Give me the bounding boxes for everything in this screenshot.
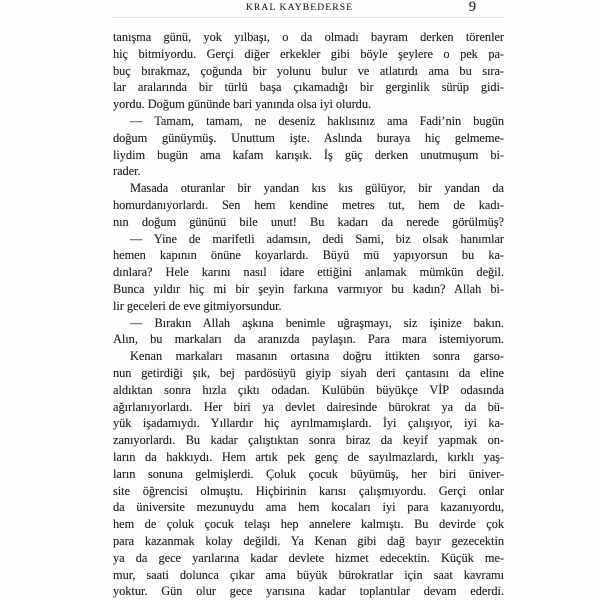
- text-line: Bunca yıldır hiç mi bir şeyin farkına varmıyor bu kadın? Allah bi-: [113, 281, 504, 296]
- text-line: liydim bugün ama kafam karışık. İş güç derken unutmuşum bi-: [113, 147, 504, 162]
- text-line: Alın, bu markaları da aranızda paylaşın. Para mara istemiyorum.: [113, 332, 504, 347]
- text-line: homurdanıyorlardı. Sen hem kendine metres tut, hem de kadı-: [113, 197, 504, 212]
- text-line: zanıyorlardı. Bu kadar çalıştıktan sonra biraz da keyif yapmak on-: [113, 433, 504, 448]
- text-line: — Bırakın Allah aşkına benimle uğraşmayı, siz işinize bakın.: [130, 315, 504, 330]
- text-line: yoktur. Gün olur gece yarısına kadar toplantılar devam ederdi.: [113, 584, 504, 599]
- page-body: [113, 29, 504, 600]
- text-line: — Tamam, tamam, ne deseniz haklısınız ama Fadi’nin bugün: [130, 113, 504, 128]
- text-line: Kenan markaları masanın ortasına doğru ittikten sonra garso-: [130, 349, 504, 364]
- text-line: Masada oturanlar bir yandan kıs kıs gülüyor, bir yandan da: [130, 181, 504, 196]
- text-line: nın doğum gününü bile unut! Bu kadarı da nerede görülmüş?: [113, 214, 504, 229]
- text-line: — Yine de marifetli adamsın, dedi Sami, biz olsak hanımlar: [130, 231, 504, 246]
- text-line: ların sonuna gelmişlerdi. Çoluk çocuk büyümüş, her biri üniver-: [113, 466, 504, 481]
- text-line: da üniversite mezunuydu ama hem kocaları iyi para kazanıyordu,: [113, 500, 504, 515]
- text-line: nun getirdiği şık, bej pardösüyü giyip siyah deri çantasını da eline: [113, 365, 504, 380]
- page-number: 9: [468, 0, 476, 15]
- text-line: para kazanmak kolay değildi. Ya Kenan gibi dağ bayır gezecektin: [113, 533, 504, 548]
- text-line: lar aralarında bir türlü başa çıkamadığı bir gerginlik sürüp gidi-: [113, 80, 504, 95]
- text-line: ya da gece yarılarına kadar devlete hizmet edecektin. Küçük me-: [113, 550, 504, 565]
- running-header: [113, 1, 504, 17]
- text-line: dınlara? Hele karını nasıl idare ettiğini anlamak mümkün değil.: [113, 265, 504, 280]
- text-line: tanışma günü, yok yılbaşı, o da olmadı bayram derken törenler: [113, 30, 504, 44]
- text-line: doğum günüymüş. Unuttum işte. Aslında buraya hiç gelmeme-: [113, 130, 504, 145]
- text-line: buç bırakmaz, çoğunda bir yolunu bulur ve atlatırdı ama bu sıra-: [113, 63, 504, 78]
- running-title: KRAL KAYBEDERSE: [245, 2, 354, 13]
- text-line: hiç bitmiyordu. Gerçi diğer erkekler gibi böyle şeylere o pek pa-: [113, 46, 504, 61]
- text-line: ağırlanıyorlardı. Her biri ya devlet dairesinde bürokrat ya da bü-: [113, 399, 504, 414]
- text-line: lir geceleri de eve gitmiyorsundur.: [113, 298, 282, 313]
- text-line: mur, saati dolunca çıkar ama büyük bürokratlar için saat kavramı: [113, 567, 504, 582]
- text-line: site öğrencisi olmuştu. Hiçbirinin karısı çalışmıyordu. Gerçi onlar: [113, 483, 504, 498]
- text-line: yük işadamıydı. Yıllardır hiç ayrılmamışlardı. İyi çalışıyor, iyi ka-: [113, 416, 504, 431]
- text-line: yordu. Doğum gününde bari yanında olsa iyi olurdu.: [113, 97, 372, 112]
- text-line: hem de çoluk çocuk telaşı hep annelere kalmıştı. Bu devirde çok: [113, 517, 504, 532]
- text-line: hemen kapının önüne koyarlardı. Büyü mü yapıyorsun bu ka-: [113, 248, 504, 263]
- text-line: rader.: [113, 164, 141, 179]
- text-line: ların da hakkıydı. Hem artık pek genç de sayılmazlardı, kırklı yaş-: [113, 449, 504, 464]
- text-line: aldıktan sonra hızla çıktı odadan. Kulübün büyükçe VİP odasında: [113, 382, 504, 397]
- header-rule: [113, 17, 504, 18]
